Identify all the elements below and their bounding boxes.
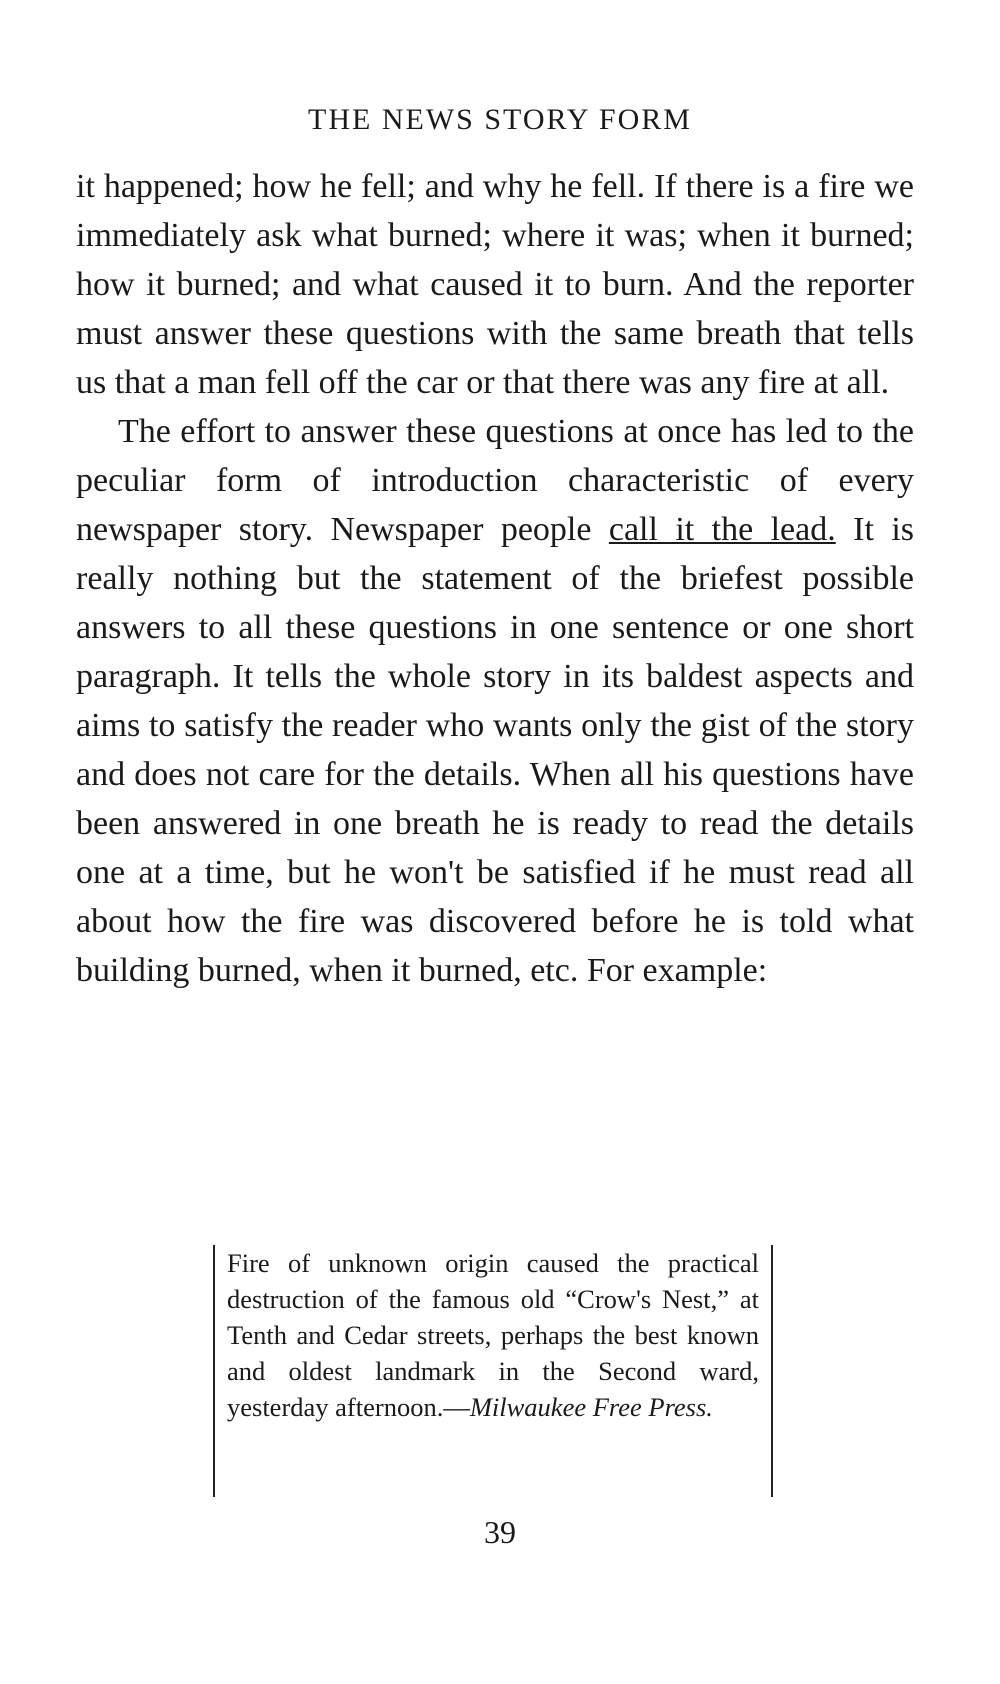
paragraph-lead-explanation [76,407,914,995]
example-quote-box [213,1245,773,1497]
page-number: 39 [484,1514,516,1550]
paragraph-text-start: The effort to answer these questions at once has led to the peculiar form of introduction characteristic of every newspaper story. Newspaper people [76,413,914,548]
underlined-phrase: call it the lead. [608,511,836,548]
paragraph-continuation: it happened; how he fell; and why he fell. If there is a fire we immediately ask what burned; where it was; when it burned; how it burned; and what caused it to burn. And the reporter must answer these questions with the same breath that tells us that a man fell off the car or that there was any fire at all. [76,168,914,401]
paragraph-text-end: It is really nothing but the statement of the briefest possible answers to all these questions in one sentence or one short paragraph. It tells the whole story in its baldest aspects and aims to satisfy the reader who wants only the gist of the story and does not care for the details. When all his questions have been answered in one breath he is ready to read the details one at a time, but he won't be satisfied if he must read all about how the fire was discovered before he is told what building burned, when it burned, etc. For example: [76,511,914,989]
running-head: THE NEWS STORY FORM [308,103,692,136]
body-text [76,162,914,995]
example-quote-text: Fire of unknown origin caused the practical destruction of the famous old “Crow's Nest,” at Tenth and Cedar streets, perhaps the best known and oldest landmark in the Second ward, yesterday afternoon.— [227,1248,759,1422]
example-quote [227,1245,759,1425]
example-quote-source: Milwaukee Free Press. [469,1392,713,1422]
